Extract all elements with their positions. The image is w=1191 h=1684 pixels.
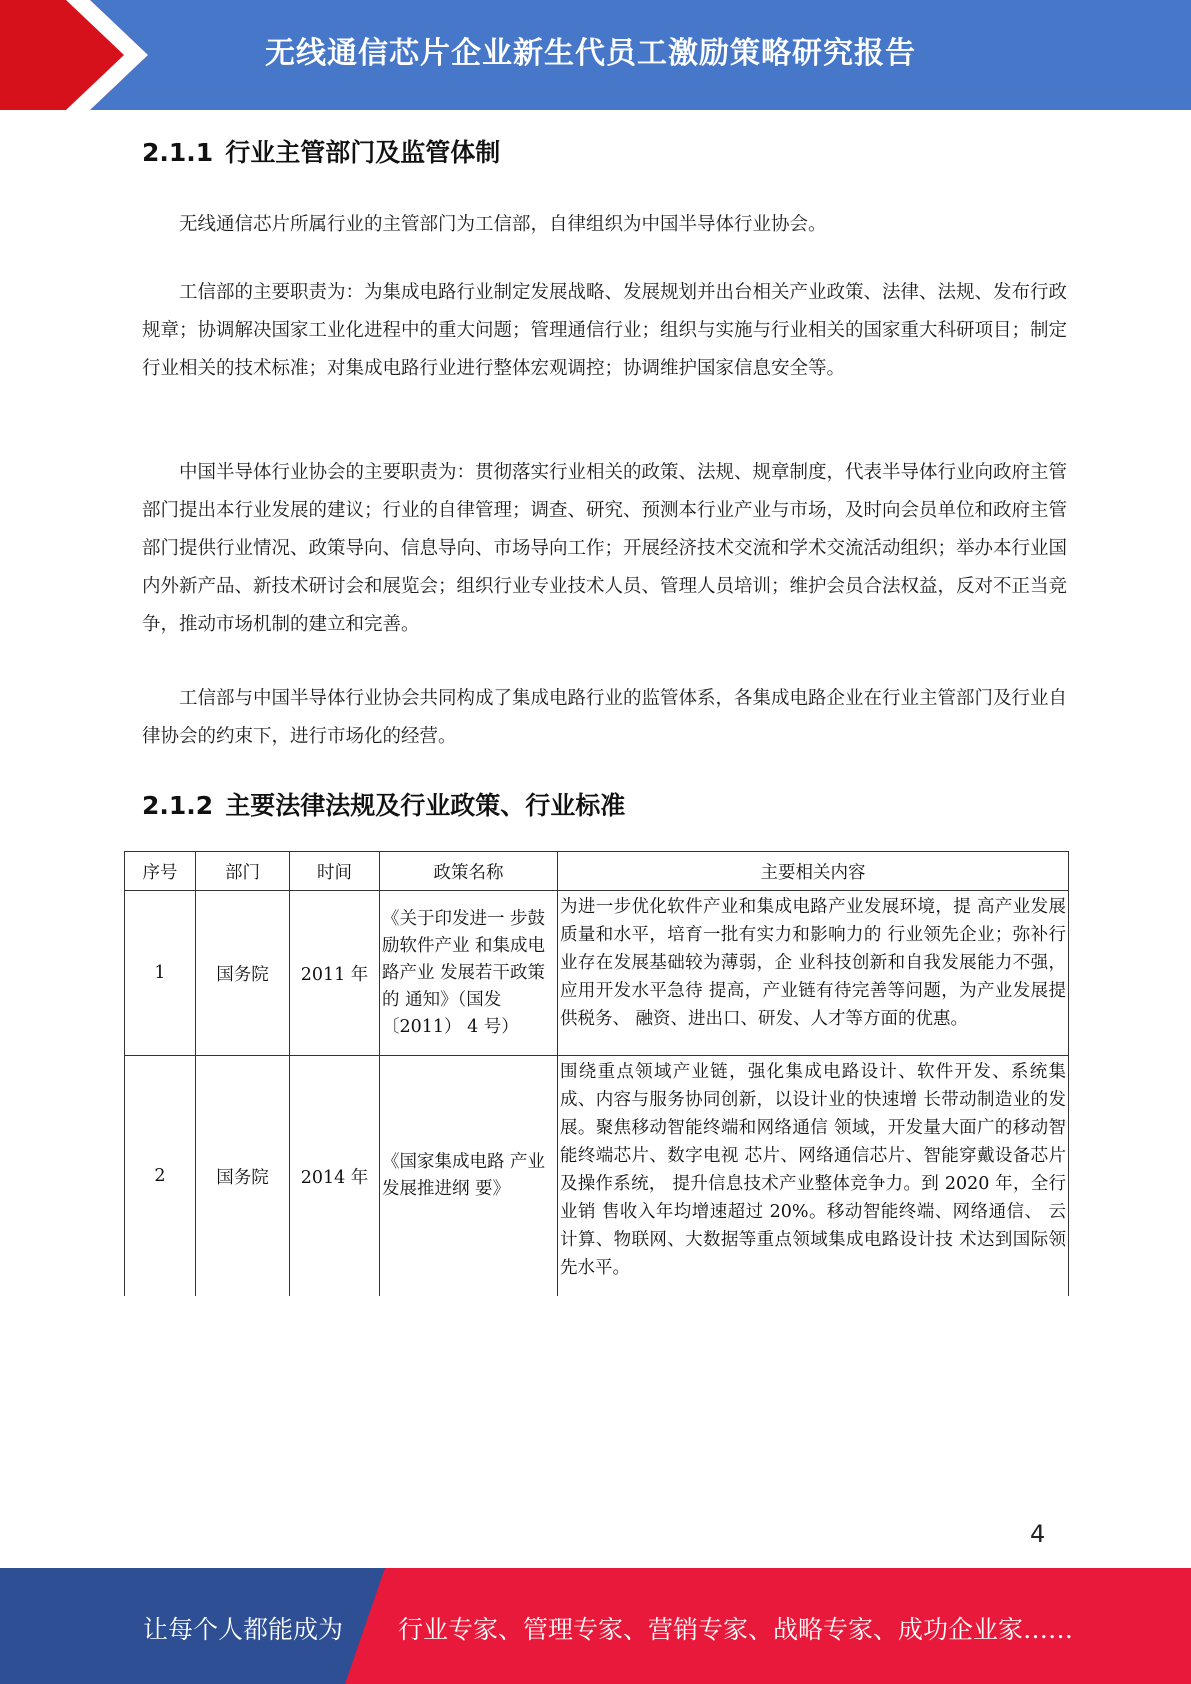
section-heading-2-1-2	[142, 786, 625, 822]
report-title: 无线通信芯片企业新生代员工激励策略研究报告	[265, 36, 916, 71]
paragraph: 无线通信芯片所属行业的主管部门为工信部，自律组织为中国半导体行业协会。	[179, 214, 827, 235]
cell-content: 为进一步优化软件产业和集成电路产业发展环境，提 高产业发展质量和水平，培育一批有实力和影响力的 行业领先企业；弥补行业存在发展基础较为薄弱，企 业科技创新和自我发展能力不强，应用开发水平急待 提高，产业链有待完善等问题，为产业发展提供税务、 融资、进出口、研发、人才等方面的优惠。	[558, 891, 1069, 1056]
table-row	[125, 891, 1069, 1056]
column-header: 主要相关内容	[558, 852, 1069, 891]
footer-slogan-right: 行业专家、管理专家、营销专家、战略专家、成功企业家……	[398, 1615, 1074, 1644]
section-heading-2-1-1	[142, 133, 500, 169]
cell-year: 2011 年	[290, 891, 380, 1056]
cell-no: 1	[125, 891, 196, 1056]
cell-policy: 《国家集成电路 产业发展推进纲 要》	[380, 1056, 558, 1297]
cell-year: 2014 年	[290, 1056, 380, 1297]
column-header: 政策名称	[380, 852, 558, 891]
paragraph: 中国半导体行业协会的主要职责为：贯彻落实行业相关的政策、法规、规章制度，代表半导体行业向政府主管部门提出本行业发展的建议；行业的自律管理；调查、研究、预测本行业产业与市场，及时向会员单位和政府主管部门提供行业情况、政策导向、信息导向、市场导向工作；开展经济技术交流和学术交流活动组织；举办本行业国内外新产品、新技术研讨会和展览会；组织行业专业技术人员、管理人员培训；维护会员合法权益，反对不正当竞争，推动市场机制的建立和完善。	[142, 462, 1068, 635]
column-header: 部门	[196, 852, 290, 891]
cell-dept: 国务院	[196, 1056, 290, 1297]
page-header	[0, 0, 1191, 110]
paragraph: 工信部与中国半导体行业协会共同构成了集成电路行业的监管体系，各集成电路企业在行业主管部门及行业自律协会的约束下，进行市场化的经营。	[142, 688, 1068, 747]
table-header-row	[125, 852, 1069, 891]
section-title: 行业主管部门及监管体制	[225, 138, 501, 167]
section-number: 2.1.2	[142, 791, 214, 820]
paragraph: 工信部的主要职责为：为集成电路行业制定发展战略、发展规划并出台相关产业政策、法律、法规、发布行政规章；协调解决国家工业化进程中的重大问题；管理通信行业；组织与实施与行业相关的国家重大科研项目；制定行业相关的技术标准；对集成电路行业进行整体宏观调控；协调维护国家信息安全等。	[142, 282, 1068, 379]
cell-policy: 《关于印发进一 步鼓励软件产业 和集成电路产业 发展若干政策的 通知》（国发〔2011） 4 号）	[380, 891, 558, 1056]
cell-no: 2	[125, 1056, 196, 1297]
column-header: 序号	[125, 852, 196, 891]
cell-dept: 国务院	[196, 891, 290, 1056]
cell-content: 围绕重点领域产业链，强化集成电路设计、软件开发、系统集成、内容与服务协同创新，以设计业的快速增 长带动制造业的发展。聚焦移动智能终端和网络通信 领域，开发量大面广的移动智能终端芯片、数字电视 芯片、网络通信芯片、智能穿戴设备芯片及操作系统， 提升信息技术产业整体竞争力。到 2020 年，全行业销 售收入年均增速超过 20%。移动智能终端、网络通信、 云计算、物联网、大数据等重点领域集成电路设计技 术达到国际领先水平。	[558, 1056, 1069, 1297]
section-title: 主要法律法规及行业政策、行业标准	[225, 791, 626, 820]
section-number: 2.1.1	[142, 138, 214, 167]
footer-slogan-left: 让每个人都能成为	[143, 1615, 344, 1644]
page-footer	[0, 1568, 1191, 1684]
column-header: 时间	[290, 852, 380, 891]
table-row	[125, 1056, 1069, 1297]
page-number: 4	[1030, 1520, 1046, 1548]
policy-table	[124, 851, 1069, 1296]
